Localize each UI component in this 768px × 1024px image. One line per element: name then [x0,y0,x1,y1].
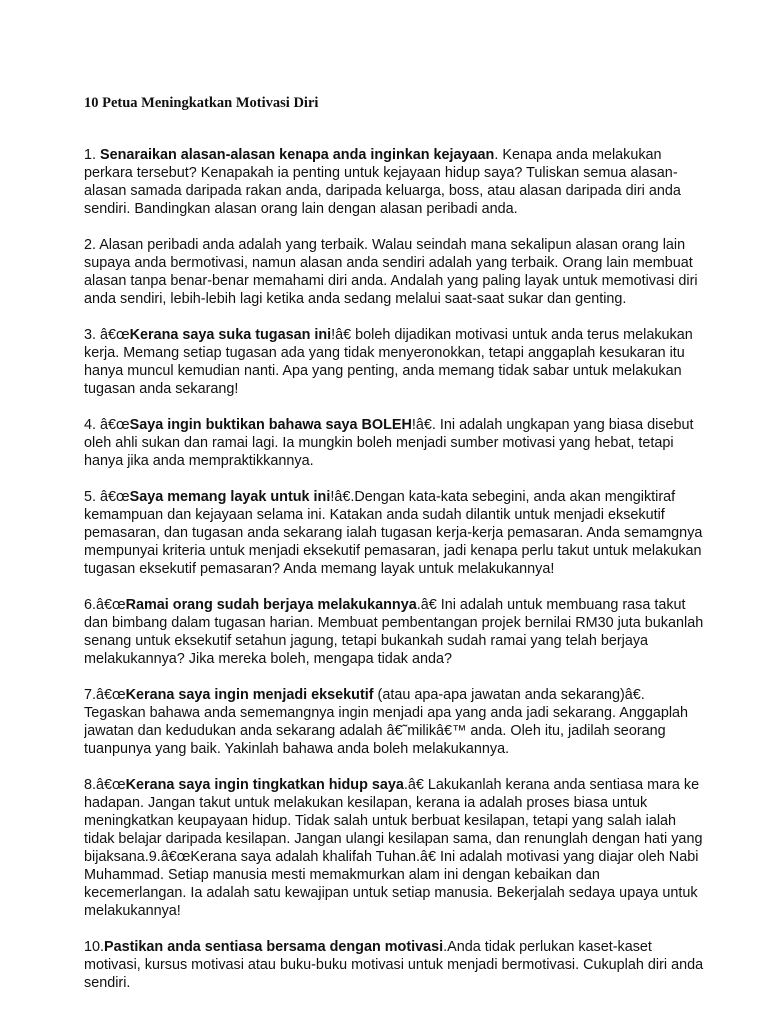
paragraph-1 [84,146,704,218]
paragraph-2-prefix: 2. Alasan peribadi anda adalah yang terbaik. Walau seindah mana sekalipun alasan orang lain supaya anda bermotivasi, namun alasan anda sendiri adalah yang terbaik. Orang lain membuat alasan tanpa benar-benar memahami diri anda. Andalah yang paling layak untuk memotivasi diri anda sendiri, lebih-lebih lagi ketika anda sedang melalui saat-saat sukar dan genting. [84,237,698,307]
paragraph-7-lead: Kerana saya ingin menjadi eksekutif [125,687,374,703]
document-page [84,0,704,1024]
paragraph-6-prefix: 6.â€œ [84,597,126,613]
paragraph-10-prefix: 10. [84,939,105,955]
paragraph-6-text: .â€ Ini adalah untuk membuang rasa takut dan bimbang dalam tugasan harian. Membuat pembentangan projek bernilai RM30 juta bukanlah senang untuk eksekutif setahun jagung, tetapi bukankah sudah ramai yang telah berjaya melakukannya? Jika mereka boleh, mengapa tidak anda? [84,597,704,667]
paragraph-3 [84,326,704,398]
paragraph-4-text: !â€. Ini adalah ungkapan yang biasa disebut oleh ahli sukan dan ramai lagi. Ia mungkin boleh menjadi sumber motivasi yang hebat, tetapi hanya jika anda mempraktikkannya. [84,417,694,469]
paragraph-6 [84,596,704,668]
paragraph-8-lead: Kerana saya ingin tingkatkan hidup saya [125,777,404,793]
paragraph-8 [84,776,704,920]
paragraph-8-prefix: 8.â€œ [84,777,126,793]
paragraph-5-lead: Saya memang layak untuk ini [129,489,331,505]
paragraph-5 [84,488,704,578]
paragraph-10 [84,938,704,992]
paragraph-5-prefix: 5. â€œ [84,489,130,505]
paragraph-5-text: !â€.Dengan kata-kata sebegini, anda akan mengiktiraf kemampuan dan kejayaan selama ini. Katakan anda sudah dilantik untuk menjadi eksekutif pemasaran, dan tugasan anda sekarang ialah tugasan kerja-kerja pemasaran. Anda semamgnya mempunyai kriteria untuk menjadi eksekutif pemasaran, jadi kenapa perlu takut untuk melakukan tugasan eksekutif pemasaran? Anda memang layak untuk melakukannya! [84,489,703,577]
document-body [84,146,704,1010]
paragraph-10-text: .Anda tidak perlukan kaset-kaset motivasi, kursus motivasi atau buku-buku motivasi untuk menjadi bermotivasi. Cukuplah diri anda sendiri. [84,939,704,991]
paragraph-1-lead: Senaraikan alasan-alasan kenapa anda inginkan kejayaan [100,147,495,163]
paragraph-2 [84,236,704,308]
paragraph-8-text: .â€ Lakukanlah kerana anda sentiasa mara ke hadapan. Jangan takut untuk melakukan kesilapan, kerana ia adalah proses biasa untuk meningkatkan keupayaan hidup. Tidak salah untuk berbuat kesilapan, tetapi yang salah ialah tidak belajar daripada kesilapan. Jangan ulangi kesilapan sama, dan renunglah dengan hati yang bijaksana.9.â€œKerana saya adalah khalifah Tuhan.â€ Ini adalah motivasi yang diajar oleh Nabi Muhammad. Setiap manusia mesti memakmurkan alam ini dengan kebaikan dan kecemerlangan. Ia adalah satu kewajipan untuk setiap manusia. Bekerjalah sedaya upaya untuk melakukannya! [84,777,703,919]
paragraph-4-prefix: 4. â€œ [84,417,130,433]
paragraph-4-lead: Saya ingin buktikan bahawa saya BOLEH [129,417,412,433]
paragraph-10-lead: Pastikan anda sentiasa bersama dengan motivasi [104,939,444,955]
paragraph-3-text: !â€ boleh dijadikan motivasi untuk anda terus melakukan kerja. Memang setiap tugasan ada yang tidak menyeronokkan, tetapi anggaplah kesukaran itu hanya muncul kemudian nanti. Apa yang penting, anda memang tidak sabar untuk melakukan tugasan anda sekarang! [84,327,693,397]
paragraph-1-text: . Kenapa anda melakukan perkara tersebut? Kenapakah ia penting untuk kejayaan hidup saya? Tuliskan semua alasan-alasan samada daripada rakan anda, daripada keluarga, boss, atau alasan daripada diri anda sendiri. Bandingkan alasan orang lain dengan alasan peribadi anda. [84,147,681,217]
document-title: 10 Petua Meningkatkan Motivasi Diri [84,95,319,111]
paragraph-3-lead: Kerana saya suka tugasan ini [129,327,332,343]
paragraph-7 [84,686,704,758]
paragraph-7-text: (atau apa-apa jawatan anda sekarang)â€. Tegaskan bahawa anda sememangnya ingin menjadi apa yang anda jadi sekarang. Anggaplah jawatan dan kedudukan anda sekarang adalah â€˜milikâ€™ anda. Oleh itu, jadilah seorang tuanpunya yang baik. Yakinlah bahawa anda boleh melakukannya. [84,687,689,757]
paragraph-7-prefix: 7.â€œ [84,687,126,703]
paragraph-6-lead: Ramai orang sudah berjaya melakukannya [125,597,417,613]
paragraph-4 [84,416,704,470]
paragraph-3-prefix: 3. â€œ [84,327,130,343]
paragraph-1-prefix: 1. [84,147,100,163]
